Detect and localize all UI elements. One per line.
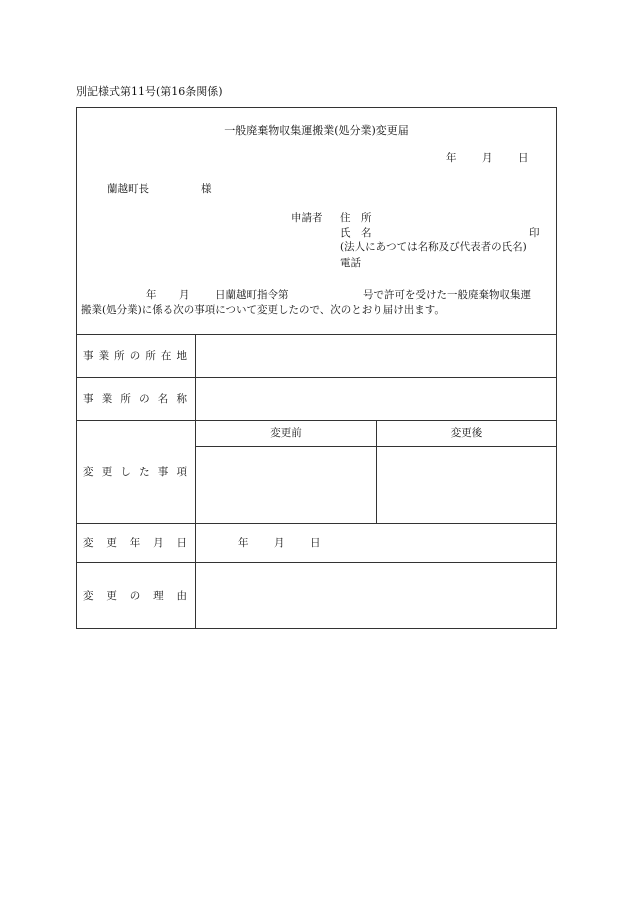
form-number: 別記様式第11号(第16条関係)	[76, 85, 223, 98]
body-month: 月	[179, 289, 190, 301]
row-rule-2	[77, 420, 556, 421]
reason-label: 変更の理由	[83, 590, 187, 602]
applicant-label: 申請者	[291, 212, 323, 224]
body-day-ref: 日蘭越町指令第	[215, 289, 289, 301]
change-date-month: 月	[274, 537, 285, 549]
body-year: 年	[146, 289, 157, 301]
addressee-suffix: 様	[201, 183, 212, 195]
notification-form	[76, 107, 557, 629]
applicant-address-label: 住 所	[340, 212, 372, 224]
office-location-label: 事業所の所在地	[83, 350, 187, 362]
date-month: 月	[482, 152, 493, 164]
body-line1-rest: 号で許可を受けた一般廃棄物収集運	[363, 289, 531, 301]
before-field[interactable]	[196, 447, 376, 523]
applicant-name-label: 氏 名	[340, 227, 372, 239]
office-location-field[interactable]	[196, 335, 556, 377]
applicant-phone-label: 電話	[340, 257, 361, 269]
addressee-name: 蘭越町長	[107, 183, 149, 195]
seal-mark: 印	[529, 227, 540, 239]
change-date-year: 年	[238, 537, 249, 549]
after-header: 変更後	[450, 427, 483, 439]
corporate-note: (法人にあつては名称及び代表者の氏名)	[340, 241, 527, 253]
before-header: 変更前	[270, 427, 302, 439]
reason-field[interactable]	[196, 563, 556, 628]
date-day: 日	[518, 152, 529, 164]
row-rule-3	[77, 523, 556, 524]
office-name-label: 事業所の名称	[83, 393, 187, 405]
form-title: 一般廃棄物収集運搬業(処分業)変更届	[224, 124, 409, 137]
body-line2: 搬業(処分業)に係る次の事項について変更したので、次のとおり届け出ます。	[81, 304, 445, 316]
change-date-label: 変更年月日	[83, 537, 187, 549]
office-name-field[interactable]	[196, 378, 556, 420]
change-date-day: 日	[310, 537, 321, 549]
date-year: 年	[446, 152, 457, 164]
changed-items-label: 変更した事項	[83, 466, 187, 478]
after-field[interactable]	[377, 447, 556, 523]
